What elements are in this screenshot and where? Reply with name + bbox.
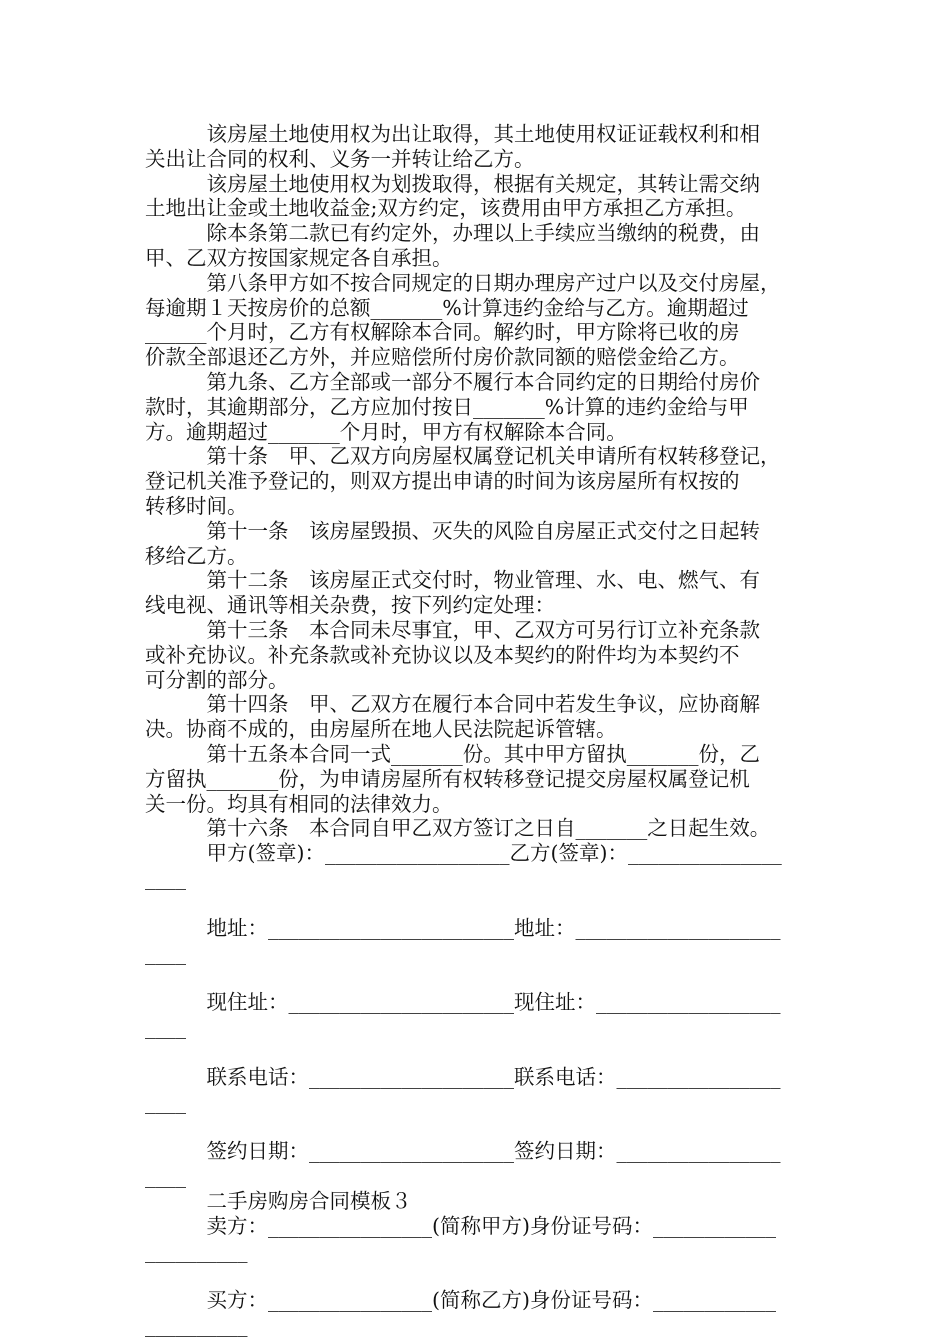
text-line: 该房屋土地使用权为出让取得，其土地使用权证证载权利和相	[145, 122, 760, 146]
contract-page	[145, 122, 810, 1338]
text-line: 可分割的部分。	[145, 667, 289, 692]
text-line: 第九条、乙方全部或一部分不履行本合同约定的日期给付房价	[145, 369, 760, 394]
text-line: ______个月时，乙方有权解除本合同。解约时，甲方除将已收的房	[145, 320, 740, 345]
text-line: 移给乙方。	[145, 543, 248, 568]
text-line: 关一份。均具有相同的法律效力。	[145, 791, 453, 816]
signature-row-phone-continued: ____	[145, 1089, 186, 1114]
spacer	[145, 1263, 810, 1288]
signature-row-current-address-continued: ____	[145, 1015, 186, 1040]
text-line: 价款全部退还乙方外，并应赔偿所付房价款同额的赔偿金给乙方。	[145, 345, 740, 370]
text-line: 土地出让金或土地收益金;双方约定，该费用由甲方承担乙方承担。	[145, 196, 747, 221]
text-line: 线电视、通讯等相关杂费，按下列约定处理：	[145, 593, 555, 618]
party-row-buyer-continued: __________	[145, 1313, 248, 1338]
spacer	[145, 1040, 810, 1065]
text-line: 或补充协议。补充条款或补充协议以及本契约的附件均为本契约不	[145, 642, 740, 667]
signature-row-date-continued: ____	[145, 1164, 186, 1189]
text-line: 第十五条本合同一式_______份。其中甲方留执_______份，乙	[145, 741, 760, 766]
text-line: 该房屋土地使用权为划拨取得，根据有关规定，其转让需交纳	[145, 171, 760, 196]
signature-row-current-address: 现住址：______________________现住址：__________________	[145, 990, 781, 1015]
text-line: 决。协商不成的，由房屋所在地人民法院起诉管辖。	[145, 717, 617, 742]
spacer	[145, 965, 810, 990]
text-line: 登记机关准予登记的，则双方提出申请的时间为该房屋所有权按的	[145, 469, 740, 494]
contract-body	[145, 122, 810, 841]
signature-row-seal: 甲方(签章)：__________________乙方(签章)：_______________	[145, 841, 782, 866]
text-line: 第十二条 该房屋正式交付时，物业管理、水、电、燃气、有	[145, 568, 760, 593]
text-line: 转移时间。	[145, 493, 248, 518]
text-line: 第八条甲方如不按合同规定的日期办理房产过户以及交付房屋，	[145, 270, 781, 295]
text-line: 除本条第二款已有约定外，办理以上手续应当缴纳的税费，由	[145, 221, 760, 246]
signature-row-address: 地址：________________________地址：____________________	[145, 915, 781, 940]
text-line: 方。逾期超过_______个月时，甲方有权解除本合同。	[145, 419, 627, 444]
signature-row-phone: 联系电话：____________________联系电话：________________	[145, 1064, 781, 1089]
text-line: 关出让合同的权利、义务一并转让给乙方。	[145, 146, 535, 171]
signature-row-address-continued: ____	[145, 940, 186, 965]
spacer	[145, 1114, 810, 1139]
party-row-buyer: 买方：________________(简称乙方)身份证号码：____________	[145, 1288, 776, 1313]
text-line: 第十三条 本合同未尽事宜，甲、乙双方可另行订立补充条款	[145, 617, 760, 642]
text-line: 第十条 甲、乙双方向房屋权属登记机关申请所有权转移登记，	[145, 444, 781, 469]
text-line: 第十四条 甲、乙双方在履行本合同中若发生争议，应协商解	[145, 692, 760, 717]
spacer	[145, 891, 810, 916]
party-row-seller-continued: __________	[145, 1238, 248, 1263]
template-title: 二手房购房合同模板３	[145, 1189, 412, 1214]
text-line: 每逾期１天按房价的总额_______%计算违约金给与乙方。逾期超过	[145, 295, 749, 320]
party-block	[145, 1214, 810, 1338]
signature-block	[145, 841, 810, 1189]
signature-row-seal-continued: ____	[145, 865, 186, 890]
text-line: 第十一条 该房屋毁损、灭失的风险自房屋正式交付之日起转	[145, 518, 760, 543]
text-line: 第十六条 本合同自甲乙双方签订之日自_______之日起生效。	[145, 816, 771, 841]
text-line: 方留执_______份，为申请房屋所有权转移登记提交房屋权属登记机	[145, 766, 750, 791]
signature-row-date: 签约日期：____________________签约日期：________________	[145, 1139, 781, 1164]
party-row-seller: 卖方：________________(简称甲方)身份证号码：____________	[145, 1213, 776, 1238]
text-line: 甲、乙双方按国家规定各自承担。	[145, 245, 453, 270]
text-line: 款时，其逾期部分，乙方应加付按日_______%计算的违约金给与甲	[145, 394, 749, 419]
